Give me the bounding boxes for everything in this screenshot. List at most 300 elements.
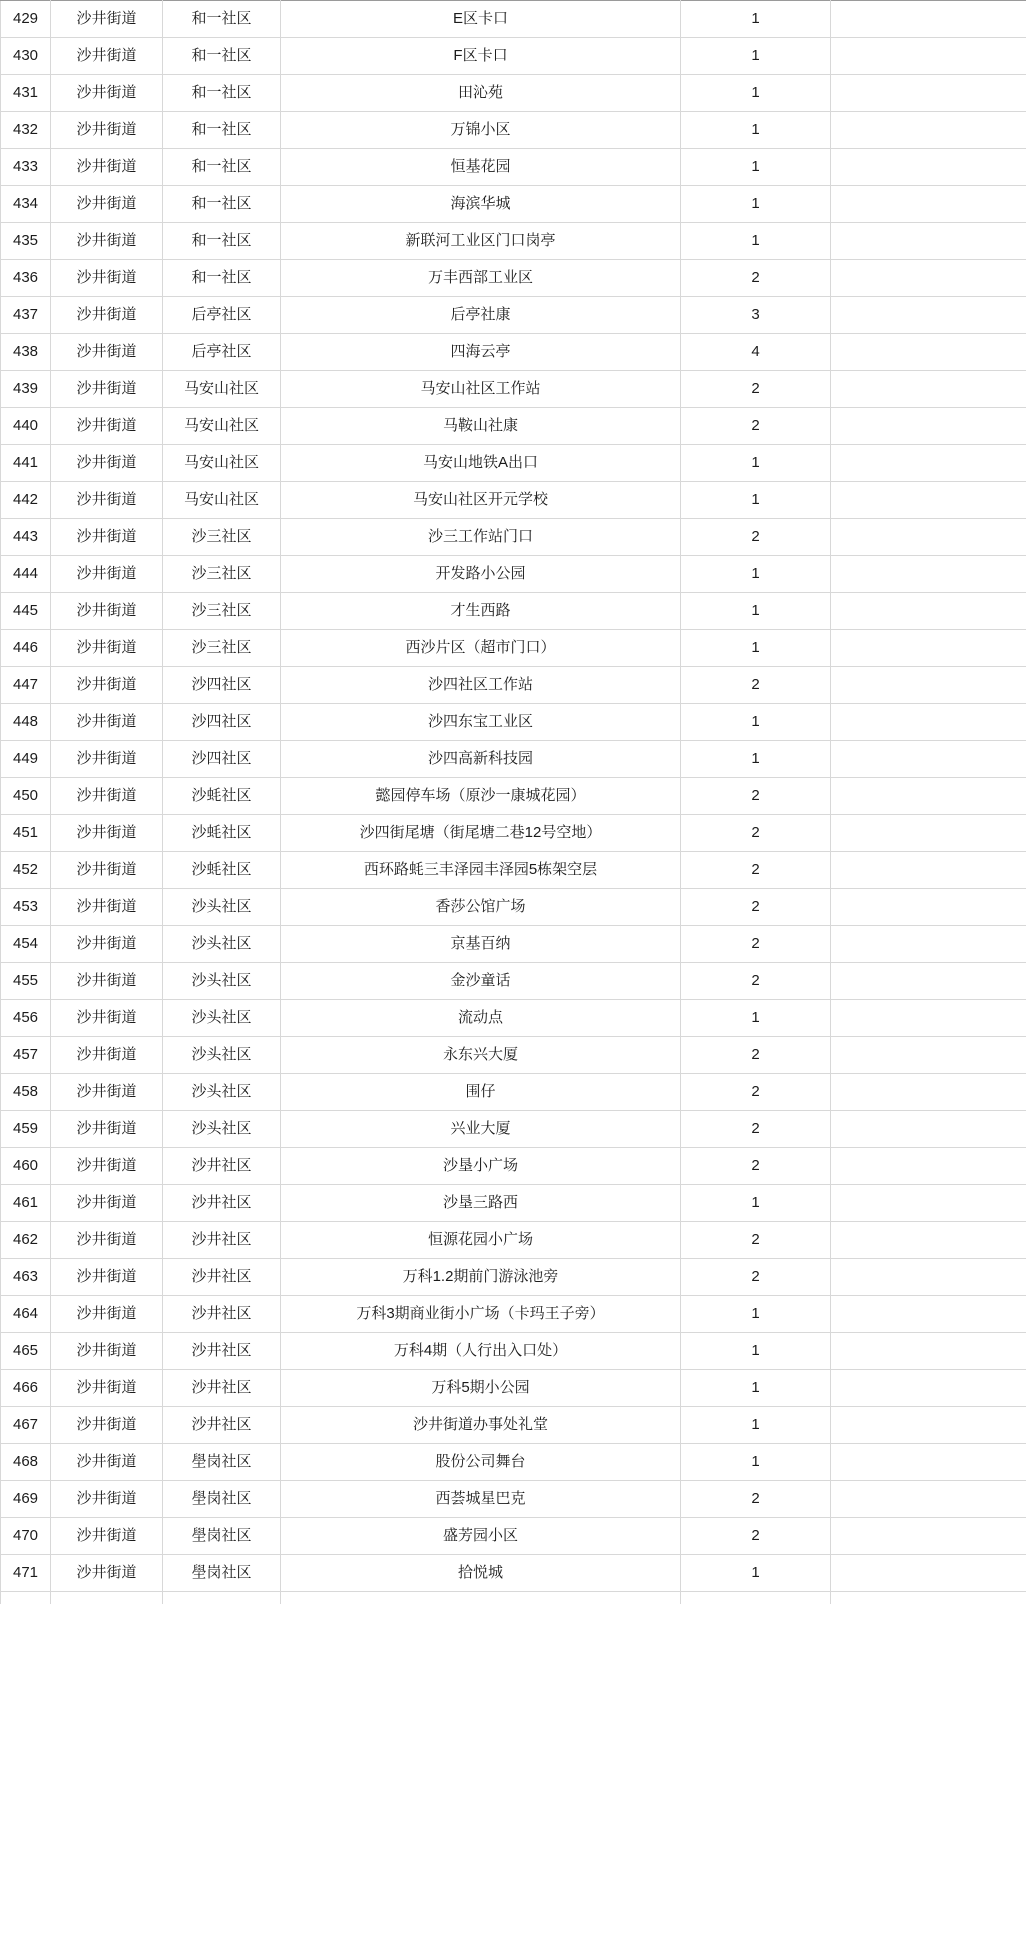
- site-name-cell: 万锦小区: [281, 112, 681, 149]
- street-cell: 沙井街道: [51, 778, 163, 815]
- street-cell: 沙井街道: [51, 815, 163, 852]
- row-index-cell: 438: [1, 334, 51, 371]
- trailing-blank-cell: [831, 519, 1026, 556]
- street-cell: 沙井街道: [51, 1111, 163, 1148]
- row-index-cell: 458: [1, 1074, 51, 1111]
- row-index-cell: 456: [1, 1000, 51, 1037]
- trailing-blank-cell: [831, 1592, 1026, 1605]
- community-cell: 沙头社区: [163, 1037, 281, 1074]
- row-index-cell: 463: [1, 1259, 51, 1296]
- street-cell: 沙井街道: [51, 1222, 163, 1259]
- table-row: [1, 926, 1026, 963]
- community-cell: 沙井社区: [163, 1148, 281, 1185]
- table-row: [1, 38, 1026, 75]
- community-cell: 沙井社区: [163, 1259, 281, 1296]
- count-cell: 2: [681, 519, 831, 556]
- community-cell: 沙蚝社区: [163, 778, 281, 815]
- table-row: [1, 1592, 1026, 1605]
- table-row: [1, 1037, 1026, 1074]
- row-index-cell: 443: [1, 519, 51, 556]
- site-name-cell: 流动点: [281, 1000, 681, 1037]
- count-cell: 3: [681, 297, 831, 334]
- site-name-cell: 沙四街尾塘（街尾塘二巷12号空地）: [281, 815, 681, 852]
- trailing-blank-cell: [831, 778, 1026, 815]
- count-cell: 1: [681, 186, 831, 223]
- row-index-cell: 459: [1, 1111, 51, 1148]
- row-index-cell: [1, 1592, 51, 1605]
- table-row: [1, 186, 1026, 223]
- community-cell: 沙四社区: [163, 704, 281, 741]
- row-index-cell: 445: [1, 593, 51, 630]
- count-cell: 1: [681, 223, 831, 260]
- count-cell: 2: [681, 1111, 831, 1148]
- row-index-cell: 429: [1, 1, 51, 38]
- community-cell: 马安山社区: [163, 371, 281, 408]
- table-row: [1, 741, 1026, 778]
- table-row: [1, 1481, 1026, 1518]
- trailing-blank-cell: [831, 482, 1026, 519]
- trailing-blank-cell: [831, 371, 1026, 408]
- community-cell: 沙三社区: [163, 556, 281, 593]
- row-index-cell: 441: [1, 445, 51, 482]
- table-row: [1, 889, 1026, 926]
- count-cell: 1: [681, 1555, 831, 1592]
- row-index-cell: 430: [1, 38, 51, 75]
- site-name-cell: 沙四高新科技园: [281, 741, 681, 778]
- trailing-blank-cell: [831, 1259, 1026, 1296]
- community-cell: 沙头社区: [163, 1111, 281, 1148]
- row-index-cell: 451: [1, 815, 51, 852]
- table-row: [1, 223, 1026, 260]
- count-cell: 2: [681, 1074, 831, 1111]
- trailing-blank-cell: [831, 926, 1026, 963]
- count-cell: 1: [681, 149, 831, 186]
- street-cell: 沙井街道: [51, 1481, 163, 1518]
- table-row: [1, 1370, 1026, 1407]
- row-index-cell: 449: [1, 741, 51, 778]
- count-cell: 1: [681, 1000, 831, 1037]
- community-cell: 和一社区: [163, 223, 281, 260]
- community-cell: 沙头社区: [163, 1000, 281, 1037]
- table-row: [1, 482, 1026, 519]
- street-cell: 沙井街道: [51, 1555, 163, 1592]
- community-cell: [163, 1592, 281, 1605]
- row-index-cell: 450: [1, 778, 51, 815]
- street-cell: 沙井街道: [51, 75, 163, 112]
- table-body: [1, 1, 1026, 1605]
- site-name-cell: 海滨华城: [281, 186, 681, 223]
- table-row: [1, 963, 1026, 1000]
- row-index-cell: 440: [1, 408, 51, 445]
- table-row: [1, 1, 1026, 38]
- trailing-blank-cell: [831, 1444, 1026, 1481]
- row-index-cell: 454: [1, 926, 51, 963]
- street-cell: 沙井街道: [51, 260, 163, 297]
- table-row: [1, 1185, 1026, 1222]
- community-cell: 马安山社区: [163, 445, 281, 482]
- trailing-blank-cell: [831, 38, 1026, 75]
- trailing-blank-cell: [831, 260, 1026, 297]
- row-index-cell: 461: [1, 1185, 51, 1222]
- trailing-blank-cell: [831, 297, 1026, 334]
- trailing-blank-cell: [831, 408, 1026, 445]
- table-row: [1, 112, 1026, 149]
- row-index-cell: 432: [1, 112, 51, 149]
- trailing-blank-cell: [831, 630, 1026, 667]
- table-row: [1, 1555, 1026, 1592]
- trailing-blank-cell: [831, 1555, 1026, 1592]
- table-row: [1, 704, 1026, 741]
- site-name-cell: 万丰西部工业区: [281, 260, 681, 297]
- count-cell: 2: [681, 1481, 831, 1518]
- trailing-blank-cell: [831, 1333, 1026, 1370]
- community-cell: 和一社区: [163, 75, 281, 112]
- count-cell: 2: [681, 667, 831, 704]
- count-cell: 2: [681, 889, 831, 926]
- count-cell: 1: [681, 1333, 831, 1370]
- community-cell: 和一社区: [163, 1, 281, 38]
- count-cell: 2: [681, 963, 831, 1000]
- trailing-blank-cell: [831, 815, 1026, 852]
- site-name-cell: 马安山地铁A出口: [281, 445, 681, 482]
- count-cell: 1: [681, 75, 831, 112]
- count-cell: 1: [681, 112, 831, 149]
- table-row: [1, 75, 1026, 112]
- site-name-cell: 围仔: [281, 1074, 681, 1111]
- row-index-cell: 447: [1, 667, 51, 704]
- trailing-blank-cell: [831, 334, 1026, 371]
- table-row: [1, 1148, 1026, 1185]
- street-cell: 沙井街道: [51, 1037, 163, 1074]
- count-cell: 2: [681, 852, 831, 889]
- street-cell: 沙井街道: [51, 334, 163, 371]
- table-row: [1, 852, 1026, 889]
- trailing-blank-cell: [831, 963, 1026, 1000]
- site-name-cell: 恒源花园小广场: [281, 1222, 681, 1259]
- count-cell: 1: [681, 741, 831, 778]
- street-cell: 沙井街道: [51, 149, 163, 186]
- community-cell: 壆岗社区: [163, 1518, 281, 1555]
- table-row: [1, 1222, 1026, 1259]
- community-cell: 壆岗社区: [163, 1555, 281, 1592]
- count-cell: 1: [681, 704, 831, 741]
- street-cell: 沙井街道: [51, 1518, 163, 1555]
- community-cell: 和一社区: [163, 149, 281, 186]
- trailing-blank-cell: [831, 1481, 1026, 1518]
- street-cell: 沙井街道: [51, 889, 163, 926]
- site-name-cell: 万科4期（人行出入口处）: [281, 1333, 681, 1370]
- site-name-cell: 马安山社区工作站: [281, 371, 681, 408]
- count-cell: 2: [681, 1518, 831, 1555]
- street-cell: 沙井街道: [51, 38, 163, 75]
- row-index-cell: 466: [1, 1370, 51, 1407]
- table-row: [1, 1296, 1026, 1333]
- count-cell: 1: [681, 556, 831, 593]
- trailing-blank-cell: [831, 1037, 1026, 1074]
- row-index-cell: 437: [1, 297, 51, 334]
- site-name-cell: 沙垦小广场: [281, 1148, 681, 1185]
- count-cell: 1: [681, 593, 831, 630]
- row-index-cell: 435: [1, 223, 51, 260]
- row-index-cell: 469: [1, 1481, 51, 1518]
- community-cell: 马安山社区: [163, 408, 281, 445]
- site-name-cell: 才生西路: [281, 593, 681, 630]
- street-cell: 沙井街道: [51, 667, 163, 704]
- row-index-cell: 434: [1, 186, 51, 223]
- site-name-cell: 后亭社康: [281, 297, 681, 334]
- street-cell: 沙井街道: [51, 371, 163, 408]
- count-cell: 2: [681, 408, 831, 445]
- count-cell: 2: [681, 1259, 831, 1296]
- table-row: [1, 260, 1026, 297]
- table-row: [1, 778, 1026, 815]
- street-cell: 沙井街道: [51, 1259, 163, 1296]
- row-index-cell: 471: [1, 1555, 51, 1592]
- row-index-cell: 431: [1, 75, 51, 112]
- count-cell: 4: [681, 334, 831, 371]
- trailing-blank-cell: [831, 741, 1026, 778]
- table-row: [1, 149, 1026, 186]
- count-cell: [681, 1592, 831, 1605]
- community-cell: 壆岗社区: [163, 1481, 281, 1518]
- street-cell: [51, 1592, 163, 1605]
- site-name-cell: 股份公司舞台: [281, 1444, 681, 1481]
- street-cell: 沙井街道: [51, 1, 163, 38]
- community-cell: 沙三社区: [163, 519, 281, 556]
- table-row: [1, 1444, 1026, 1481]
- community-cell: 沙头社区: [163, 963, 281, 1000]
- count-cell: 1: [681, 1370, 831, 1407]
- table-row: [1, 371, 1026, 408]
- site-name-cell: 沙四东宝工业区: [281, 704, 681, 741]
- row-index-cell: 444: [1, 556, 51, 593]
- community-cell: 沙蚝社区: [163, 852, 281, 889]
- count-cell: 2: [681, 815, 831, 852]
- street-cell: 沙井街道: [51, 445, 163, 482]
- count-cell: 1: [681, 38, 831, 75]
- street-cell: 沙井街道: [51, 556, 163, 593]
- street-cell: 沙井街道: [51, 408, 163, 445]
- row-index-cell: 448: [1, 704, 51, 741]
- table-row: [1, 334, 1026, 371]
- trailing-blank-cell: [831, 1407, 1026, 1444]
- table-row: [1, 593, 1026, 630]
- table-row: [1, 297, 1026, 334]
- table-row: [1, 1111, 1026, 1148]
- row-index-cell: 442: [1, 482, 51, 519]
- site-name-cell: 万科5期小公园: [281, 1370, 681, 1407]
- site-name-cell: 西沙片区（超市门口）: [281, 630, 681, 667]
- community-cell: 沙三社区: [163, 593, 281, 630]
- street-cell: 沙井街道: [51, 1000, 163, 1037]
- street-cell: 沙井街道: [51, 1296, 163, 1333]
- row-index-cell: 457: [1, 1037, 51, 1074]
- count-cell: 2: [681, 926, 831, 963]
- count-cell: 2: [681, 778, 831, 815]
- community-cell: 后亭社区: [163, 334, 281, 371]
- trailing-blank-cell: [831, 186, 1026, 223]
- community-cell: 沙井社区: [163, 1370, 281, 1407]
- row-index-cell: 455: [1, 963, 51, 1000]
- trailing-blank-cell: [831, 593, 1026, 630]
- site-name-cell: 盛芳园小区: [281, 1518, 681, 1555]
- count-cell: 2: [681, 371, 831, 408]
- site-name-cell: 恒基花园: [281, 149, 681, 186]
- street-cell: 沙井街道: [51, 1074, 163, 1111]
- site-name-cell: 京基百纳: [281, 926, 681, 963]
- count-cell: 2: [681, 1037, 831, 1074]
- table-row: [1, 667, 1026, 704]
- community-cell: 和一社区: [163, 260, 281, 297]
- site-name-cell: F区卡口: [281, 38, 681, 75]
- table-row: [1, 1000, 1026, 1037]
- table-row: [1, 1407, 1026, 1444]
- community-cell: 沙井社区: [163, 1407, 281, 1444]
- trailing-blank-cell: [831, 1148, 1026, 1185]
- street-cell: 沙井街道: [51, 186, 163, 223]
- community-cell: 沙井社区: [163, 1296, 281, 1333]
- street-cell: 沙井街道: [51, 704, 163, 741]
- count-cell: 2: [681, 1148, 831, 1185]
- site-name-cell: 沙井街道办事处礼堂: [281, 1407, 681, 1444]
- site-name-cell: 香莎公馆广场: [281, 889, 681, 926]
- trailing-blank-cell: [831, 1, 1026, 38]
- community-cell: 沙头社区: [163, 1074, 281, 1111]
- table-row: [1, 1518, 1026, 1555]
- street-cell: 沙井街道: [51, 1148, 163, 1185]
- count-cell: 1: [681, 1185, 831, 1222]
- community-cell: 沙头社区: [163, 926, 281, 963]
- trailing-blank-cell: [831, 852, 1026, 889]
- trailing-blank-cell: [831, 1185, 1026, 1222]
- count-cell: 1: [681, 1296, 831, 1333]
- site-name-cell: 开发路小公园: [281, 556, 681, 593]
- site-name-cell: 西荟城星巴克: [281, 1481, 681, 1518]
- community-cell: 壆岗社区: [163, 1444, 281, 1481]
- site-name-cell: 马安山社区开元学校: [281, 482, 681, 519]
- trailing-blank-cell: [831, 1111, 1026, 1148]
- street-cell: 沙井街道: [51, 1333, 163, 1370]
- row-index-cell: 465: [1, 1333, 51, 1370]
- site-name-cell: [281, 1592, 681, 1605]
- site-name-cell: 四海云亭: [281, 334, 681, 371]
- street-cell: 沙井街道: [51, 1185, 163, 1222]
- trailing-blank-cell: [831, 704, 1026, 741]
- row-index-cell: 436: [1, 260, 51, 297]
- community-cell: 沙井社区: [163, 1333, 281, 1370]
- row-index-cell: 433: [1, 149, 51, 186]
- row-index-cell: 453: [1, 889, 51, 926]
- table-row: [1, 1333, 1026, 1370]
- table-row: [1, 1074, 1026, 1111]
- site-name-cell: 永东兴大厦: [281, 1037, 681, 1074]
- site-name-cell: 拾悦城: [281, 1555, 681, 1592]
- table-row: [1, 519, 1026, 556]
- community-cell: 沙井社区: [163, 1185, 281, 1222]
- street-cell: 沙井街道: [51, 223, 163, 260]
- row-index-cell: 467: [1, 1407, 51, 1444]
- community-cell: 后亭社区: [163, 297, 281, 334]
- row-index-cell: 439: [1, 371, 51, 408]
- trailing-blank-cell: [831, 149, 1026, 186]
- count-cell: 1: [681, 630, 831, 667]
- site-name-cell: 懿园停车场（原沙一康城花园）: [281, 778, 681, 815]
- site-name-cell: 沙四社区工作站: [281, 667, 681, 704]
- site-name-cell: 兴业大厦: [281, 1111, 681, 1148]
- row-index-cell: 446: [1, 630, 51, 667]
- trailing-blank-cell: [831, 556, 1026, 593]
- street-cell: 沙井街道: [51, 1444, 163, 1481]
- trailing-blank-cell: [831, 112, 1026, 149]
- community-cell: 沙井社区: [163, 1222, 281, 1259]
- row-index-cell: 462: [1, 1222, 51, 1259]
- table-row: [1, 556, 1026, 593]
- street-cell: 沙井街道: [51, 741, 163, 778]
- count-cell: 1: [681, 1407, 831, 1444]
- row-index-cell: 470: [1, 1518, 51, 1555]
- community-cell: 马安山社区: [163, 482, 281, 519]
- count-cell: 2: [681, 260, 831, 297]
- community-cell: 和一社区: [163, 38, 281, 75]
- table-row: [1, 815, 1026, 852]
- street-cell: 沙井街道: [51, 1370, 163, 1407]
- community-cell: 沙蚝社区: [163, 815, 281, 852]
- street-cell: 沙井街道: [51, 926, 163, 963]
- site-name-cell: 沙三工作站门口: [281, 519, 681, 556]
- community-cell: 沙头社区: [163, 889, 281, 926]
- community-cell: 和一社区: [163, 112, 281, 149]
- count-cell: 1: [681, 445, 831, 482]
- community-cell: 沙三社区: [163, 630, 281, 667]
- street-cell: 沙井街道: [51, 519, 163, 556]
- trailing-blank-cell: [831, 75, 1026, 112]
- table-row: [1, 445, 1026, 482]
- site-name-cell: 沙垦三路西: [281, 1185, 681, 1222]
- site-name-cell: 田沁苑: [281, 75, 681, 112]
- street-cell: 沙井街道: [51, 112, 163, 149]
- site-name-cell: 金沙童话: [281, 963, 681, 1000]
- trailing-blank-cell: [831, 223, 1026, 260]
- street-cell: 沙井街道: [51, 630, 163, 667]
- street-cell: 沙井街道: [51, 593, 163, 630]
- site-name-cell: 西环路蚝三丰泽园丰泽园5栋架空层: [281, 852, 681, 889]
- count-cell: 2: [681, 1222, 831, 1259]
- trailing-blank-cell: [831, 1222, 1026, 1259]
- street-cell: 沙井街道: [51, 297, 163, 334]
- site-name-cell: E区卡口: [281, 1, 681, 38]
- street-cell: 沙井街道: [51, 1407, 163, 1444]
- site-name-cell: 新联河工业区门口岗亭: [281, 223, 681, 260]
- trailing-blank-cell: [831, 445, 1026, 482]
- trailing-blank-cell: [831, 1074, 1026, 1111]
- street-cell: 沙井街道: [51, 963, 163, 1000]
- street-cell: 沙井街道: [51, 852, 163, 889]
- row-index-cell: 468: [1, 1444, 51, 1481]
- site-name-cell: 马鞍山社康: [281, 408, 681, 445]
- table-row: [1, 1259, 1026, 1296]
- table-row: [1, 408, 1026, 445]
- site-name-cell: 万科3期商业街小广场（卡玛王子旁）: [281, 1296, 681, 1333]
- row-index-cell: 452: [1, 852, 51, 889]
- site-name-cell: 万科1.2期前门游泳池旁: [281, 1259, 681, 1296]
- trailing-blank-cell: [831, 667, 1026, 704]
- table-row: [1, 630, 1026, 667]
- community-cell: 和一社区: [163, 186, 281, 223]
- row-index-cell: 460: [1, 1148, 51, 1185]
- trailing-blank-cell: [831, 889, 1026, 926]
- trailing-blank-cell: [831, 1000, 1026, 1037]
- trailing-blank-cell: [831, 1370, 1026, 1407]
